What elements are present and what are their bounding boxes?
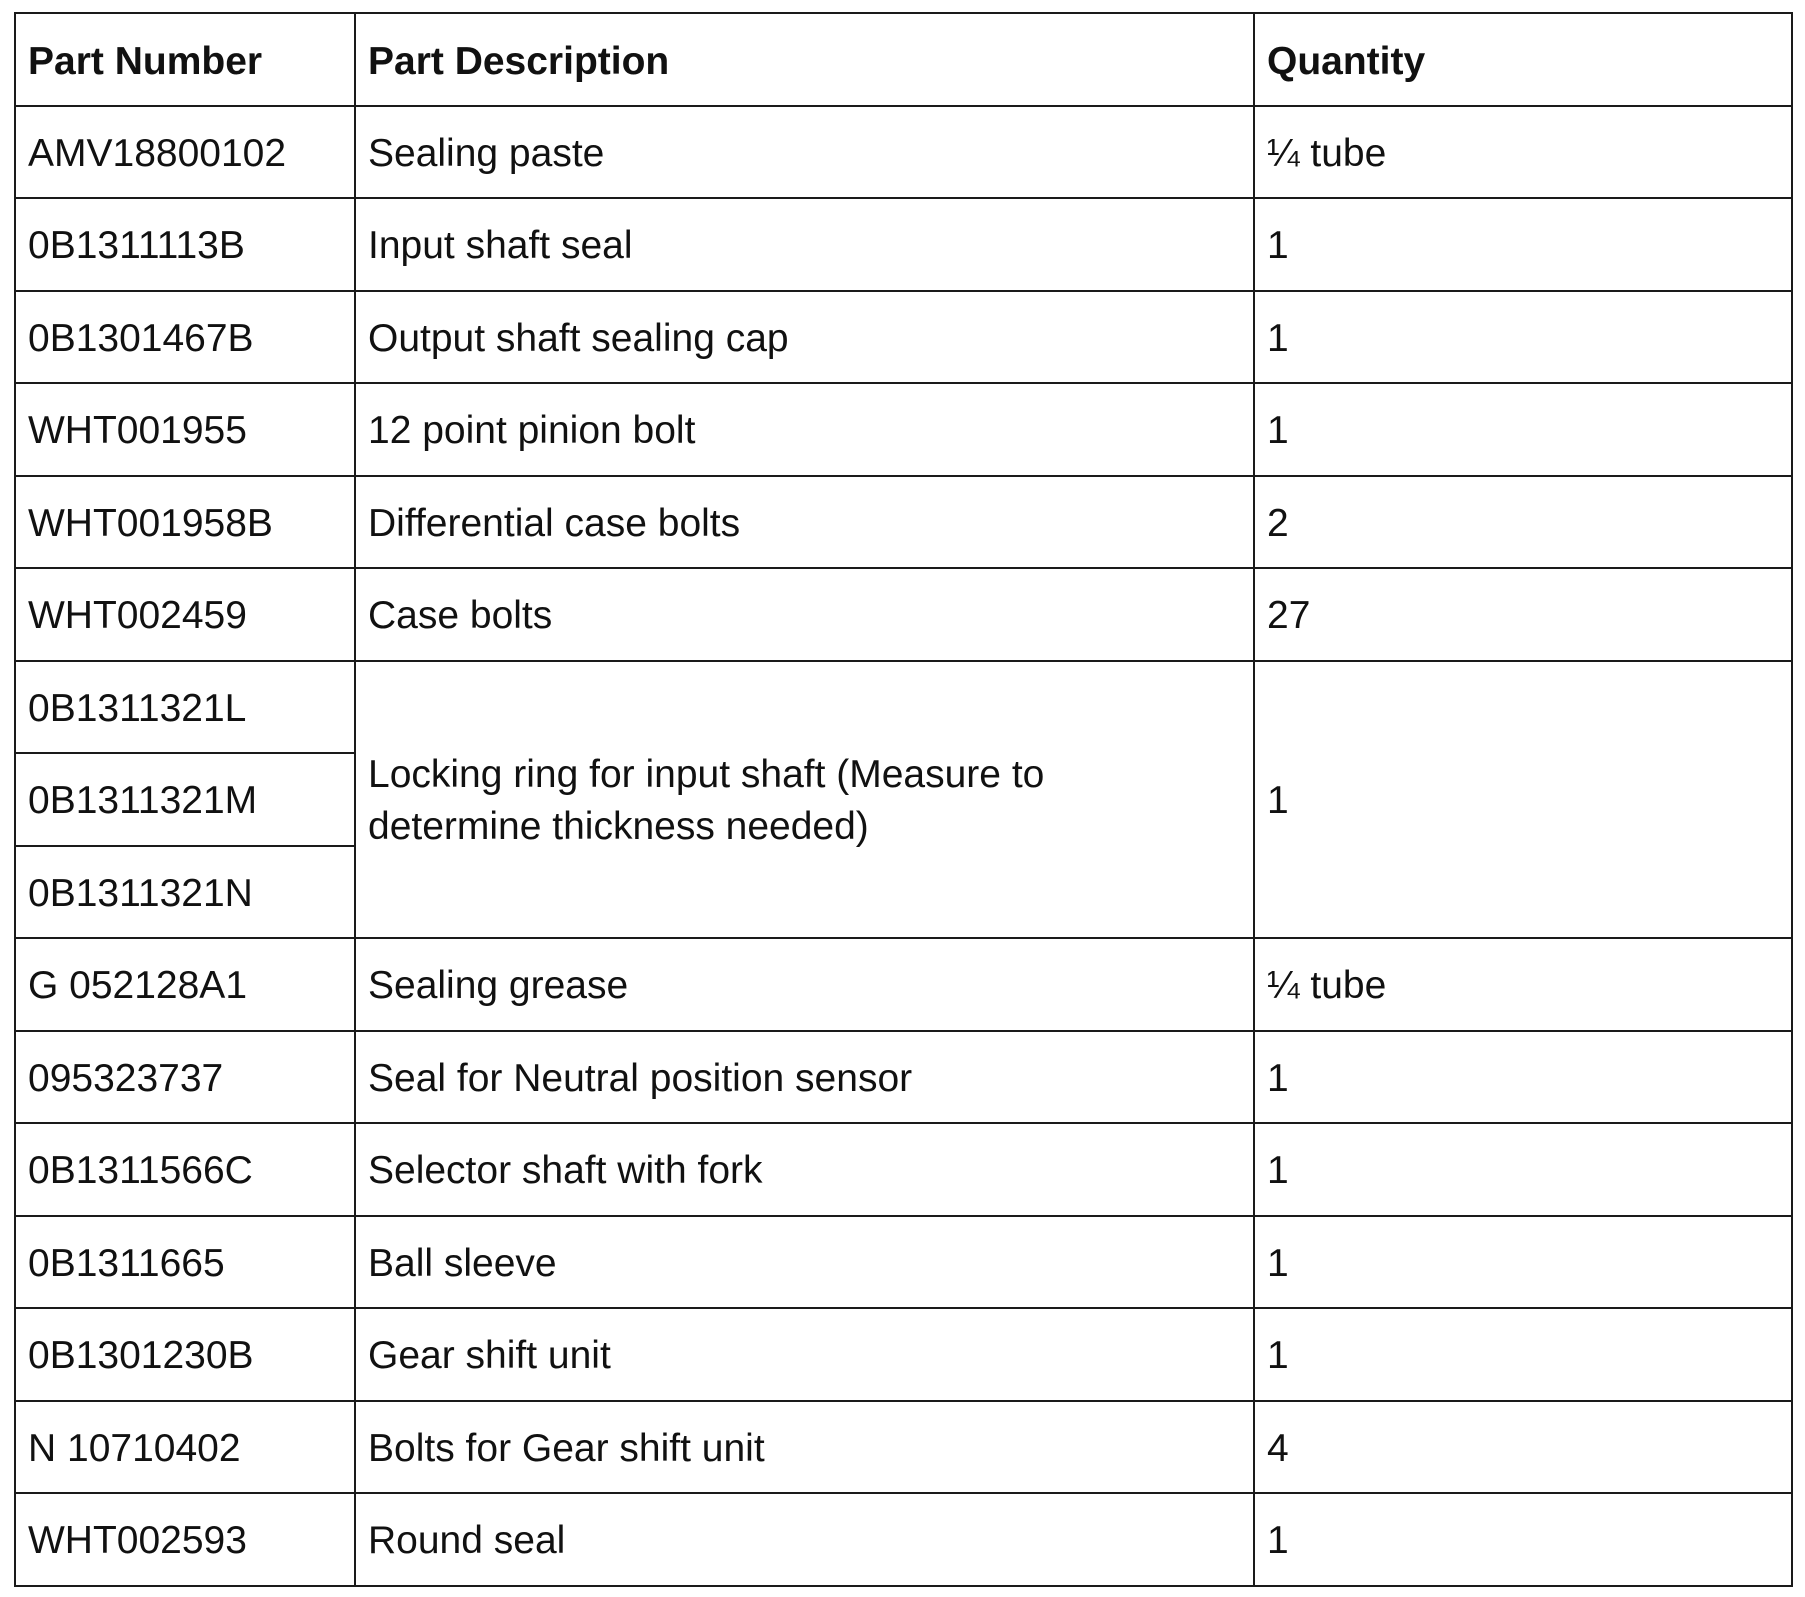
table-row [15, 198, 1792, 291]
cell-quantity: 1 [1254, 1308, 1792, 1401]
cell-description: Sealing paste [355, 106, 1254, 199]
cell-quantity: 4 [1254, 1401, 1792, 1494]
table-row [15, 1123, 1792, 1216]
cell-quantity: 27 [1254, 568, 1792, 661]
cell-part-number: AMV18800102 [15, 106, 355, 199]
table-row [15, 1216, 1792, 1309]
cell-description: Case bolts [355, 568, 1254, 661]
cell-part-number: 0B1311321L [15, 661, 355, 754]
cell-quantity: 1 [1254, 1123, 1792, 1216]
parts-table [14, 12, 1793, 1587]
table-row [15, 568, 1792, 661]
header-part-description: Part Description [355, 13, 1254, 106]
table-row [15, 383, 1792, 476]
cell-quantity: 1 [1254, 1216, 1792, 1309]
table-row [15, 938, 1792, 1031]
cell-quantity: 1 [1254, 291, 1792, 384]
cell-part-number: 0B1311566C [15, 1123, 355, 1216]
cell-quantity: ¼ tube [1254, 938, 1792, 1031]
cell-description: Bolts for Gear shift unit [355, 1401, 1254, 1494]
table-row [15, 1308, 1792, 1401]
cell-description: Seal for Neutral position sensor [355, 1031, 1254, 1124]
cell-description: Round seal [355, 1493, 1254, 1586]
cell-part-number: 0B1311321N [15, 846, 355, 939]
cell-description: Ball sleeve [355, 1216, 1254, 1309]
cell-description: Input shaft seal [355, 198, 1254, 291]
cell-quantity: ¼ tube [1254, 106, 1792, 199]
cell-description: Selector shaft with fork [355, 1123, 1254, 1216]
header-part-number: Part Number [15, 13, 355, 106]
cell-part-number: WHT002593 [15, 1493, 355, 1586]
cell-part-number: 0B1311665 [15, 1216, 355, 1309]
cell-part-number: 0B1301230B [15, 1308, 355, 1401]
cell-quantity: 1 [1254, 383, 1792, 476]
cell-description: Differential case bolts [355, 476, 1254, 569]
cell-description: 12 point pinion bolt [355, 383, 1254, 476]
cell-part-number: G 052128A1 [15, 938, 355, 1031]
cell-description: Output shaft sealing cap [355, 291, 1254, 384]
cell-quantity: 2 [1254, 476, 1792, 569]
cell-description: Gear shift unit [355, 1308, 1254, 1401]
cell-quantity: 1 [1254, 1493, 1792, 1586]
cell-part-number: WHT001955 [15, 383, 355, 476]
cell-part-number: N 10710402 [15, 1401, 355, 1494]
table-row [15, 476, 1792, 569]
cell-part-number: 0B1301467B [15, 291, 355, 384]
header-quantity: Quantity [1254, 13, 1792, 106]
table-header-row [15, 13, 1792, 106]
table-row [15, 1031, 1792, 1124]
table-row [15, 1493, 1792, 1586]
cell-description: Sealing grease [355, 938, 1254, 1031]
cell-quantity: 1 [1254, 1031, 1792, 1124]
cell-part-number: 095323737 [15, 1031, 355, 1124]
table-row [15, 1401, 1792, 1494]
cell-quantity: 1 [1254, 198, 1792, 291]
cell-description-merged: Locking ring for input shaft (Measure to determine thickness needed) [355, 661, 1254, 939]
cell-part-number: WHT002459 [15, 568, 355, 661]
cell-part-number: WHT001958B [15, 476, 355, 569]
table-row-grouped [15, 661, 1792, 754]
cell-quantity-merged: 1 [1254, 661, 1792, 939]
cell-part-number: 0B1311113B [15, 198, 355, 291]
table-row [15, 106, 1792, 199]
cell-part-number: 0B1311321M [15, 753, 355, 846]
table-row [15, 291, 1792, 384]
